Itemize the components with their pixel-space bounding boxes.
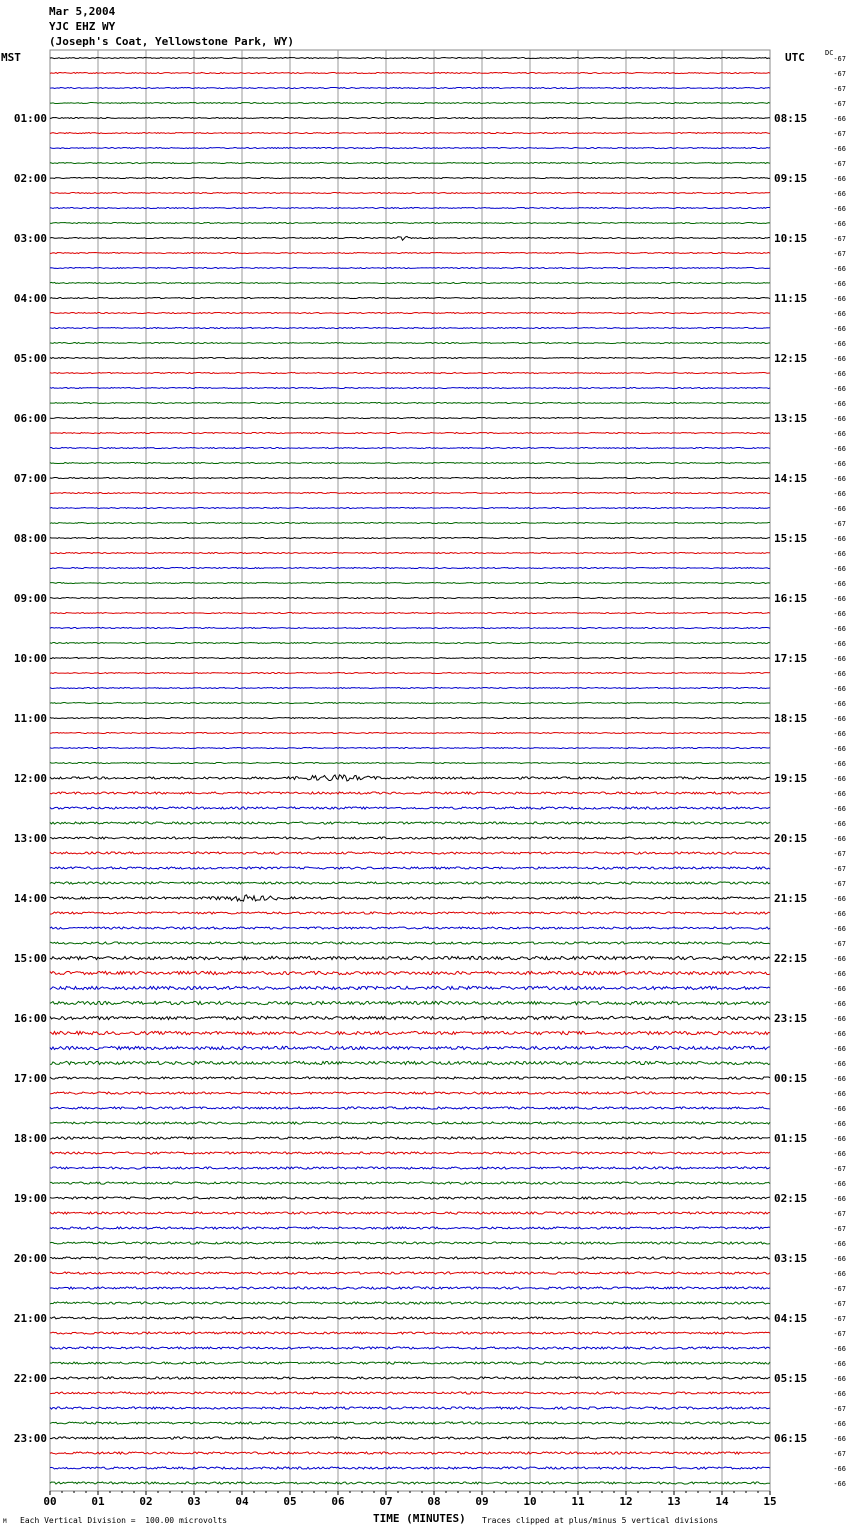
seismic-trace <box>50 492 770 493</box>
x-axis-title: TIME (MINUTES) <box>373 1512 466 1525</box>
dc-offset-label: -66 <box>833 1465 846 1473</box>
seismic-trace <box>50 1317 770 1319</box>
dc-offset-label: -66 <box>833 1090 846 1098</box>
seismic-trace <box>50 582 770 583</box>
dc-offset-label: -66 <box>833 700 846 708</box>
dc-offset-label: -66 <box>833 640 846 648</box>
mst-hour-label: 06:00 <box>13 412 47 425</box>
dc-offset-label: -67 <box>833 1405 846 1413</box>
dc-offset-label: -66 <box>833 565 846 573</box>
clip-note: Traces clipped at plus/minus 5 vertical divisions <box>482 1516 719 1525</box>
seismic-trace <box>50 1061 770 1064</box>
dc-offset-label: -66 <box>833 1420 846 1428</box>
seismic-trace <box>50 822 770 824</box>
dc-offset-label: -66 <box>833 505 846 513</box>
utc-hour-label: 15:15 <box>774 532 808 545</box>
utc-hour-label: 20:15 <box>774 832 808 845</box>
seismic-trace <box>50 717 770 718</box>
dc-offset-label: -66 <box>833 1435 846 1443</box>
dc-offset-label: -66 <box>833 970 846 978</box>
mst-hour-label: 08:00 <box>13 532 47 545</box>
x-tick-label: 04 <box>235 1495 249 1508</box>
seismic-trace <box>50 1212 770 1214</box>
dc-offset-label: -66 <box>833 580 846 588</box>
dc-offset-label: -66 <box>833 1375 846 1383</box>
seismic-trace <box>50 1137 770 1139</box>
dc-offset-label: -66 <box>833 820 846 828</box>
dc-offset-label: -66 <box>833 1135 846 1143</box>
dc-offset-label: -67 <box>833 940 846 948</box>
utc-hour-label: 06:15 <box>774 1432 808 1445</box>
seismic-trace <box>50 1182 770 1184</box>
mst-hour-label: 07:00 <box>13 472 47 485</box>
dc-offset-label: -66 <box>833 910 846 918</box>
seismic-trace <box>50 1392 770 1394</box>
seismic-trace <box>50 387 770 388</box>
dc-offset-label: -66 <box>833 1180 846 1188</box>
seismic-trace <box>50 1287 770 1289</box>
seismic-trace <box>50 1272 770 1274</box>
x-tick-label: 08 <box>427 1495 441 1508</box>
dc-offset-label: -66 <box>833 190 846 198</box>
dc-offset-label: -66 <box>833 400 846 408</box>
seismic-trace <box>50 775 770 781</box>
x-tick-label: 13 <box>667 1495 681 1508</box>
seismic-trace <box>50 1016 770 1019</box>
dc-offset-label: -66 <box>833 1045 846 1053</box>
seismic-trace <box>50 657 770 658</box>
dc-offset-label: -66 <box>833 355 846 363</box>
dc-offset-label: -66 <box>833 295 846 303</box>
dc-offset-label: -66 <box>833 385 846 393</box>
dc-offset-label: -67 <box>833 865 846 873</box>
dc-offset-label: -66 <box>833 1000 846 1008</box>
seismic-trace <box>50 1407 770 1409</box>
mst-hour-label: 13:00 <box>13 832 47 845</box>
seismic-trace <box>50 942 770 944</box>
minute-grid <box>50 50 770 1491</box>
dc-offset-label: -66 <box>833 1150 846 1158</box>
mst-hour-label: 02:00 <box>13 172 47 185</box>
mst-hour-label: 03:00 <box>13 232 47 245</box>
dc-offset-label: -66 <box>833 760 846 768</box>
dc-offset-label: -66 <box>833 1240 846 1248</box>
seismic-trace <box>50 477 770 478</box>
utc-hour-label: 22:15 <box>774 952 808 965</box>
dc-offset-label: -66 <box>833 685 846 693</box>
seismic-trace <box>50 552 770 553</box>
dc-offset-label: -66 <box>833 310 846 318</box>
dc-offset-label: -67 <box>833 1330 846 1338</box>
time-axis <box>43 1491 776 1508</box>
dc-offset-label: -66 <box>833 415 846 423</box>
dc-offset-label: -66 <box>833 775 846 783</box>
seismic-trace <box>50 537 770 538</box>
seismic-trace <box>50 282 770 283</box>
x-tick-label: 14 <box>715 1495 729 1508</box>
dc-offset-label: -66 <box>833 430 846 438</box>
dc-offset-label: -66 <box>833 1195 846 1203</box>
dc-offset-label: -66 <box>833 445 846 453</box>
seismic-trace <box>50 1077 770 1079</box>
dc-offset-label: -67 <box>833 880 846 888</box>
seismic-trace <box>50 462 770 463</box>
mst-hour-label: 12:00 <box>13 772 47 785</box>
dc-offset-label: -66 <box>833 1105 846 1113</box>
seismic-trace <box>50 297 770 298</box>
seismic-trace <box>50 507 770 508</box>
x-tick-label: 02 <box>139 1495 153 1508</box>
seismic-trace <box>50 1167 770 1169</box>
seismic-trace <box>50 1377 770 1379</box>
seismic-trace <box>50 57 770 58</box>
dc-offset-label: -66 <box>833 1015 846 1023</box>
mst-hour-label: 17:00 <box>13 1072 47 1085</box>
mst-hour-label: 10:00 <box>13 652 47 665</box>
seismic-trace <box>50 852 770 854</box>
seismic-trace <box>50 807 770 809</box>
dc-offset-label: -66 <box>833 1030 846 1038</box>
utc-hour-label: 14:15 <box>774 472 808 485</box>
utc-hour-label: 04:15 <box>774 1312 808 1325</box>
seismic-trace <box>50 956 770 959</box>
dc-label: DC <box>825 49 834 57</box>
x-tick-label: 03 <box>187 1495 201 1508</box>
seismic-trace <box>50 162 770 163</box>
seismic-trace <box>50 417 770 418</box>
seismic-trace <box>50 642 770 643</box>
x-tick-label: 10 <box>523 1495 537 1508</box>
dc-offset-label: -66 <box>833 370 846 378</box>
mst-hour-label: 15:00 <box>13 952 47 965</box>
mst-hour-label: 19:00 <box>13 1192 47 1205</box>
x-tick-label: 01 <box>91 1495 105 1508</box>
dc-offset-label: -66 <box>833 1270 846 1278</box>
mst-hour-label: 22:00 <box>13 1372 47 1385</box>
seismic-trace <box>50 1227 770 1229</box>
seismic-trace <box>50 102 770 103</box>
seismic-trace <box>50 402 770 403</box>
dc-offset-label: -67 <box>833 100 846 108</box>
mst-hour-label: 20:00 <box>13 1252 47 1265</box>
dc-offset-label: -66 <box>833 715 846 723</box>
dc-offset-label: -66 <box>833 1480 846 1488</box>
seismic-trace <box>50 747 770 748</box>
station-location: (Joseph's Coat, Yellowstone Park, WY) <box>49 35 295 48</box>
seismic-trace <box>50 732 770 733</box>
utc-hour-label: 02:15 <box>774 1192 808 1205</box>
seismic-trace <box>50 342 770 343</box>
x-tick-label: 12 <box>619 1495 633 1508</box>
seismic-trace <box>50 1031 770 1034</box>
dc-offset-label: -66 <box>833 205 846 213</box>
dc-offset-label: -66 <box>833 1120 846 1128</box>
seismic-trace <box>50 882 770 884</box>
seismic-trace <box>50 327 770 328</box>
dc-offset-label: -66 <box>833 535 846 543</box>
x-tick-label: 05 <box>283 1495 297 1508</box>
seismic-trace <box>50 1347 770 1349</box>
dc-offset-label: -66 <box>833 1255 846 1263</box>
dc-offset-label: -66 <box>833 340 846 348</box>
dc-offset-label: -66 <box>833 1075 846 1083</box>
seismic-trace <box>50 1122 770 1124</box>
utc-hour-label: 09:15 <box>774 172 808 185</box>
seismic-trace <box>50 1242 770 1244</box>
x-tick-label: 06 <box>331 1495 345 1508</box>
seismic-trace <box>50 177 770 178</box>
seismic-trace <box>50 372 770 373</box>
dc-offset-label: -67 <box>833 130 846 138</box>
dc-offset-label: -67 <box>833 1225 846 1233</box>
dc-offset-label: -66 <box>833 895 846 903</box>
dc-offset-label: -66 <box>833 985 846 993</box>
utc-hour-label: 13:15 <box>774 412 808 425</box>
mst-hour-label: 04:00 <box>13 292 47 305</box>
seismic-trace <box>50 432 770 433</box>
seismic-trace <box>50 222 770 223</box>
dc-offset-label: -67 <box>833 850 846 858</box>
utc-hour-label: 08:15 <box>774 112 808 125</box>
utc-hour-label: 12:15 <box>774 352 808 365</box>
dc-offset-label: -66 <box>833 460 846 468</box>
dc-offset-label: -67 <box>833 1450 846 1458</box>
seismic-trace <box>50 447 770 448</box>
utc-hour-label: 11:15 <box>774 292 808 305</box>
seismic-trace <box>50 1332 770 1334</box>
dc-offset-label: -66 <box>833 595 846 603</box>
dc-offset-label: -66 <box>833 1345 846 1353</box>
seismic-trace <box>50 1467 770 1469</box>
seismic-trace <box>50 672 770 673</box>
seismic-trace <box>50 927 770 929</box>
seismic-trace <box>50 522 770 523</box>
corner-mark: M <box>3 1518 7 1525</box>
utc-hour-label: 05:15 <box>774 1372 808 1385</box>
seismic-trace <box>50 147 770 148</box>
seismic-trace <box>50 252 770 253</box>
seismic-trace <box>50 1257 770 1259</box>
dc-offset-label: -66 <box>833 280 846 288</box>
dc-offset-label: -66 <box>833 610 846 618</box>
seismic-trace <box>50 87 770 88</box>
x-tick-label: 09 <box>475 1495 489 1508</box>
x-tick-label: 11 <box>571 1495 585 1508</box>
dc-offset-label: -66 <box>833 265 846 273</box>
dc-offset-label: -67 <box>833 70 846 78</box>
seismic-trace <box>50 687 770 688</box>
dc-offset-label: -66 <box>833 1390 846 1398</box>
x-tick-label: 15 <box>763 1495 777 1508</box>
seismic-trace <box>50 1482 770 1484</box>
left-timezone-label: MST <box>1 51 21 64</box>
dc-offset-label: -66 <box>833 730 846 738</box>
mst-hour-label: 05:00 <box>13 352 47 365</box>
x-tick-label: 07 <box>379 1495 393 1508</box>
seismic-trace <box>50 792 770 794</box>
dc-offset-label: -67 <box>833 250 846 258</box>
seismic-trace <box>50 1197 770 1199</box>
utc-hour-label: 03:15 <box>774 1252 808 1265</box>
scale-note: Each Vertical Division = 100.00 microvolts <box>20 1516 228 1525</box>
dc-offset-label: -67 <box>833 160 846 168</box>
seismic-trace <box>50 236 770 240</box>
seismic-trace <box>50 207 770 208</box>
seismic-trace <box>50 312 770 313</box>
dc-offset-label: -66 <box>833 220 846 228</box>
dc-offset-label: -66 <box>833 1060 846 1068</box>
dc-offset-label: -67 <box>833 1165 846 1173</box>
utc-hour-label: 21:15 <box>774 892 808 905</box>
utc-hour-label: 18:15 <box>774 712 808 725</box>
seismic-trace <box>50 1422 770 1424</box>
seismic-trace <box>50 1152 770 1154</box>
dc-offset-label: -66 <box>833 145 846 153</box>
mst-hour-label: 01:00 <box>13 112 47 125</box>
seismic-trace <box>50 72 770 73</box>
mst-hour-label: 11:00 <box>13 712 47 725</box>
dc-offset-label: -66 <box>833 835 846 843</box>
dc-offset-label: -67 <box>833 1285 846 1293</box>
seismic-trace <box>50 117 770 118</box>
utc-hour-label: 17:15 <box>774 652 808 665</box>
dc-offset-label: -66 <box>833 490 846 498</box>
mst-hour-label: 16:00 <box>13 1012 47 1025</box>
dc-offset-label: -66 <box>833 325 846 333</box>
utc-hour-label: 16:15 <box>774 592 808 605</box>
dc-offset-label: -67 <box>833 235 846 243</box>
seismic-trace <box>50 1107 770 1109</box>
seismic-trace <box>50 567 770 568</box>
seismic-trace <box>50 1092 770 1094</box>
dc-offset-label: -66 <box>833 745 846 753</box>
dc-offset-label: -66 <box>833 925 846 933</box>
dc-offset-label: -66 <box>833 475 846 483</box>
seismic-trace <box>50 1046 770 1049</box>
mst-hour-label: 14:00 <box>13 892 47 905</box>
seismic-trace <box>50 1302 770 1304</box>
dc-offset-label: -66 <box>833 115 846 123</box>
dc-offset-label: -66 <box>833 550 846 558</box>
seismic-trace <box>50 597 770 598</box>
utc-hour-label: 19:15 <box>774 772 808 785</box>
dc-offset-label: -67 <box>833 520 846 528</box>
seismic-trace <box>50 895 770 901</box>
seismic-trace <box>50 867 770 869</box>
seismic-trace <box>50 1437 770 1439</box>
mst-hour-label: 09:00 <box>13 592 47 605</box>
seismic-trace <box>50 702 770 703</box>
seismic-trace <box>50 132 770 133</box>
seismic-trace <box>50 1452 770 1454</box>
trace-layer <box>50 57 770 1484</box>
dc-offset-label: -66 <box>833 790 846 798</box>
seismic-trace <box>50 762 770 763</box>
plot-frame <box>50 50 770 1491</box>
dc-offset-label: -66 <box>833 805 846 813</box>
station-title: YJC EHZ WY <box>49 20 116 33</box>
seismic-trace <box>50 627 770 628</box>
dc-offset-label: -67 <box>833 1300 846 1308</box>
dc-offset-label: -66 <box>833 175 846 183</box>
seismic-trace <box>50 986 770 989</box>
mst-hour-label: 23:00 <box>13 1432 47 1445</box>
dc-offset-label: -66 <box>833 1360 846 1368</box>
dc-offset-label: -66 <box>833 670 846 678</box>
dc-offset-label: -66 <box>833 955 846 963</box>
dc-offset-label: -66 <box>833 655 846 663</box>
seismic-trace <box>50 971 770 974</box>
mst-hour-label: 21:00 <box>13 1312 47 1325</box>
utc-hour-label: 01:15 <box>774 1132 808 1145</box>
seismic-trace <box>50 612 770 613</box>
seismic-trace <box>50 1362 770 1364</box>
seismic-trace <box>50 192 770 193</box>
seismic-trace <box>50 267 770 268</box>
dc-offset-label: -67 <box>833 55 846 63</box>
seismic-trace <box>50 1001 770 1004</box>
dc-offset-label: -67 <box>833 1210 846 1218</box>
utc-hour-label: 10:15 <box>774 232 808 245</box>
plot-date: Mar 5,2004 <box>49 5 116 18</box>
utc-hour-label: 00:15 <box>774 1072 808 1085</box>
mst-hour-label: 18:00 <box>13 1132 47 1145</box>
x-tick-label: 00 <box>43 1495 57 1508</box>
dc-offset-label: -67 <box>833 85 846 93</box>
right-timezone-label: UTC <box>785 51 805 64</box>
seismic-trace <box>50 357 770 358</box>
dc-offset-label: -66 <box>833 625 846 633</box>
utc-hour-label: 23:15 <box>774 1012 808 1025</box>
seismic-trace <box>50 912 770 914</box>
dc-offset-label: -67 <box>833 1315 846 1323</box>
seismic-trace <box>50 837 770 839</box>
